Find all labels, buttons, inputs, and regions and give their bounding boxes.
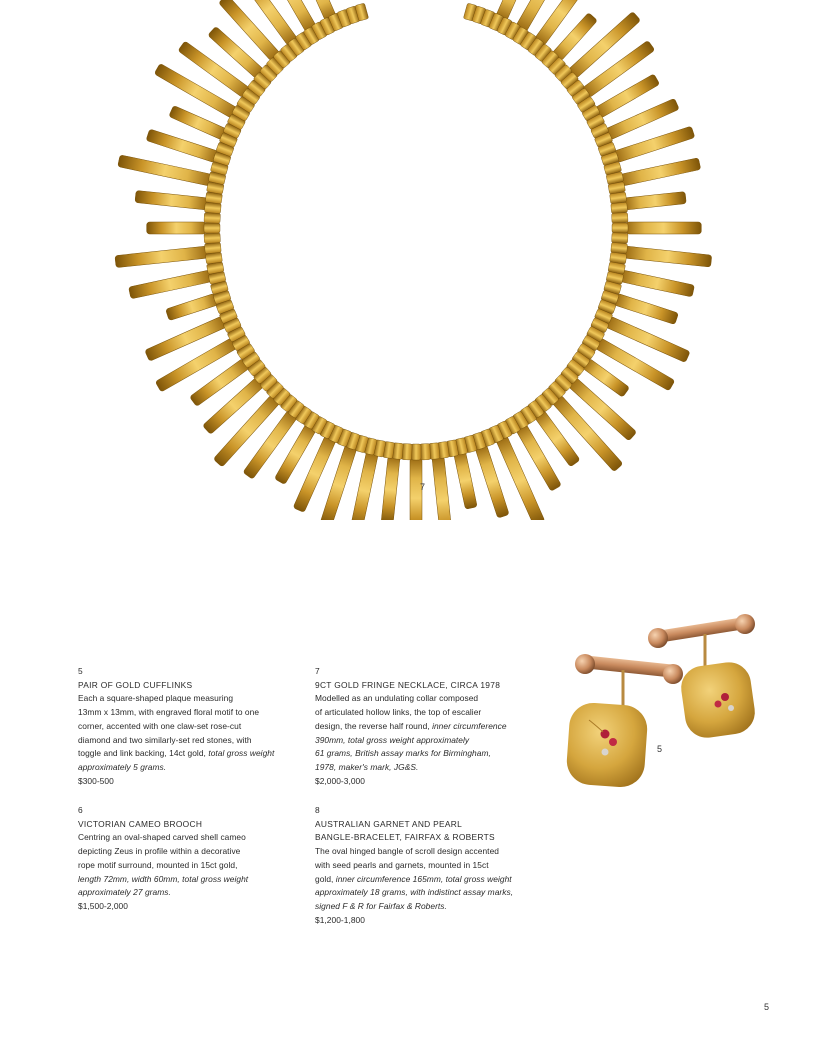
lot-description xyxy=(78,692,298,774)
description-line: 390mm, total gross weight approximately xyxy=(315,734,470,745)
description-line: design, the reverse half round, inner circumference xyxy=(315,720,507,731)
description-line: signed F & R for Fairfax & Roberts. xyxy=(315,900,447,911)
description-line: gold, inner circumference 165mm, total gross weight xyxy=(315,873,512,884)
necklace-link xyxy=(612,223,628,233)
lot-estimate: $2,000-3,000 xyxy=(315,775,365,786)
description-line: The oval hinged bangle of scroll design accented xyxy=(315,846,499,857)
lot-title: PAIR OF GOLD CUFFLINKS xyxy=(78,679,193,690)
necklace-link xyxy=(411,444,421,460)
necklace-fringe-bar xyxy=(166,293,219,320)
necklace-fringe-bar xyxy=(135,190,208,209)
necklace-fringe-bar xyxy=(614,293,679,324)
necklace-fringe-bar xyxy=(552,395,623,472)
necklace-fringe-bar xyxy=(146,129,218,163)
necklace-fringe-bar xyxy=(454,452,477,510)
lot-number: 7 xyxy=(315,666,320,676)
necklace-link xyxy=(204,202,221,213)
necklace-link xyxy=(205,252,222,264)
necklace-fringe-bar xyxy=(115,246,208,268)
description-line: rope motif surround, mounted in 15ct gold, xyxy=(78,859,238,870)
description-line: of articulated hollow links, the top of escalier xyxy=(315,707,482,718)
necklace-link xyxy=(204,223,220,233)
cufflinks-image xyxy=(565,612,765,792)
description-line: diamond and two similarly-set red stones, with xyxy=(78,734,252,745)
necklace-fringe-bar xyxy=(118,155,212,186)
necklace-fringe-bar xyxy=(129,270,212,299)
lot-number: 6 xyxy=(78,805,83,815)
necklace-fringe-bar xyxy=(213,395,280,467)
description-line: Each a square-shaped plaque measuring xyxy=(78,693,234,704)
description-line: length 72mm, width 60mm, total gross weight xyxy=(78,873,249,884)
lot-entry xyxy=(78,804,298,914)
necklace-link xyxy=(420,444,431,460)
necklace-link xyxy=(611,202,628,213)
necklace-fringe-bar xyxy=(147,222,206,234)
description-line: corner, accented with one claw-set rose-cut xyxy=(78,720,242,731)
description-line: 1978, maker's mark, JG&S. xyxy=(315,761,419,772)
lot-number: 8 xyxy=(315,805,320,815)
lot-description xyxy=(315,845,555,914)
necklace-link xyxy=(204,213,220,224)
lot-title: VICTORIAN CAMEO BROOCH xyxy=(78,818,203,829)
lot-entry xyxy=(315,804,555,927)
lot-number: 5 xyxy=(78,666,83,676)
necklace-fringe-bar xyxy=(350,452,378,520)
necklace-link xyxy=(612,213,628,224)
necklace-link xyxy=(204,233,220,244)
description-line: approximately 18 grams, with indistinct assay marks, xyxy=(315,887,514,898)
lot-title-line-2: BANGLE-BRACELET, FAIRFAX & ROBERTS xyxy=(315,832,495,843)
page-number: 5 xyxy=(763,1002,769,1012)
necklace-link xyxy=(611,242,628,253)
description-line: approximately 27 grams. xyxy=(78,887,171,898)
cufflinks-figure-label: 5 xyxy=(657,744,663,754)
description-line: with seed pearls and garnets, mounted in 15ct xyxy=(315,859,489,870)
necklace-fringe-bar xyxy=(432,456,453,520)
lot-title: 9CT GOLD FRINGE NECKLACE, CIRCA 1978 xyxy=(315,679,501,690)
lot-estimate: $300-500 xyxy=(78,775,114,786)
description-line: Modelled as an undulating collar composed xyxy=(315,693,479,704)
necklace-fringe-bar xyxy=(624,246,712,267)
description-line: approximately 5 grams. xyxy=(78,761,167,772)
necklace-fringe-bar xyxy=(626,222,701,234)
lot-title: AUSTRALIAN GARNET AND PEARL xyxy=(315,818,463,829)
lot-entry xyxy=(78,665,298,788)
necklace-image xyxy=(100,0,740,520)
necklace-fringe-bar xyxy=(381,456,400,520)
necklace-figure-label: 7 xyxy=(420,482,426,492)
necklace-fringe-bar xyxy=(620,270,694,297)
description-line: depicting Zeus in profile within a decorative xyxy=(78,846,241,857)
lot-description xyxy=(78,831,298,900)
lot-description xyxy=(315,692,550,774)
lot-entry xyxy=(315,665,550,788)
description-line: Centring an oval-shaped carved shell cameo xyxy=(78,832,246,843)
necklace-link xyxy=(612,233,628,244)
lot-estimate: $1,200-1,800 xyxy=(315,914,365,925)
description-line: toggle and link backing, 14ct gold, total gross weight xyxy=(78,748,275,759)
description-line: 61 grams, British assay marks for Birmingham, xyxy=(315,748,491,759)
necklace-link xyxy=(610,192,627,204)
lot-estimate: $1,500-2,000 xyxy=(78,900,128,911)
cufflink-front xyxy=(565,654,683,789)
necklace-fringe-bar xyxy=(624,192,686,210)
necklace-link xyxy=(204,242,221,253)
necklace-fringe-bar xyxy=(620,158,701,186)
description-line: 13mm x 13mm, with engraved floral motif to one xyxy=(78,707,260,718)
